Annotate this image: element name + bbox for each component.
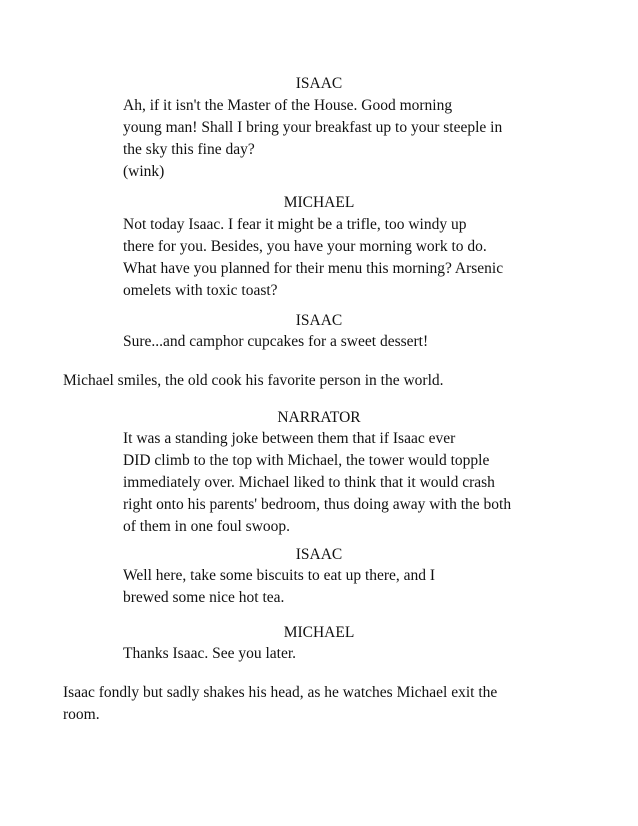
dialogue-line: there for you. Besides, you have your morning work to do. — [123, 238, 487, 255]
character-name: MICHAEL — [283, 624, 355, 641]
character-name: ISAAC — [295, 75, 343, 92]
action-line: room. — [63, 706, 100, 723]
dialogue-line: Sure...and camphor cupcakes for a sweet dessert! — [123, 333, 429, 350]
dialogue-block — [123, 428, 593, 538]
character-name: ISAAC — [295, 312, 343, 329]
dialogue-line: Ah, if it isn't the Master of the House. Good morning — [123, 97, 453, 114]
dialogue-line: right onto his parents' bedroom, thus doing away with the both — [123, 496, 512, 513]
dialogue-line: Thanks Isaac. See you later. — [123, 645, 297, 662]
dialogue-line: the sky this fine day? — [123, 141, 255, 158]
dialogue-block — [123, 565, 593, 609]
action-line: Isaac fondly but sadly shakes his head, as he watches Michael exit the — [63, 684, 498, 701]
dialogue-line: What have you planned for their menu this morning? Arsenic — [123, 260, 504, 277]
action-line: Michael smiles, the old cook his favorite person in the world. — [63, 372, 444, 389]
action-block — [63, 682, 603, 726]
dialogue-block — [123, 643, 593, 665]
dialogue-line: omelets with toxic toast? — [123, 282, 278, 299]
character-name: ISAAC — [295, 546, 343, 563]
dialogue-line: DID climb to the top with Michael, the tower would topple — [123, 452, 490, 469]
dialogue-block — [123, 95, 593, 183]
dialogue-line: of them in one foul swoop. — [123, 518, 291, 535]
dialogue-block — [123, 331, 593, 353]
dialogue-line: Not today Isaac. I fear it might be a trifle, too windy up — [123, 216, 467, 233]
character-name: MICHAEL — [283, 194, 355, 211]
dialogue-block — [123, 214, 593, 302]
dialogue-line: brewed some nice hot tea. — [123, 589, 285, 606]
dialogue-line: young man! Shall I bring your breakfast up to your steeple in — [123, 119, 503, 136]
character-name: NARRATOR — [277, 409, 361, 426]
dialogue-line: It was a standing joke between them that if Isaac ever — [123, 430, 456, 447]
dialogue-line: Well here, take some biscuits to eat up there, and I — [123, 567, 436, 584]
parenthetical: (wink) — [123, 163, 165, 180]
action-block — [63, 370, 603, 392]
dialogue-line: immediately over. Michael liked to think that it would crash — [123, 474, 495, 491]
